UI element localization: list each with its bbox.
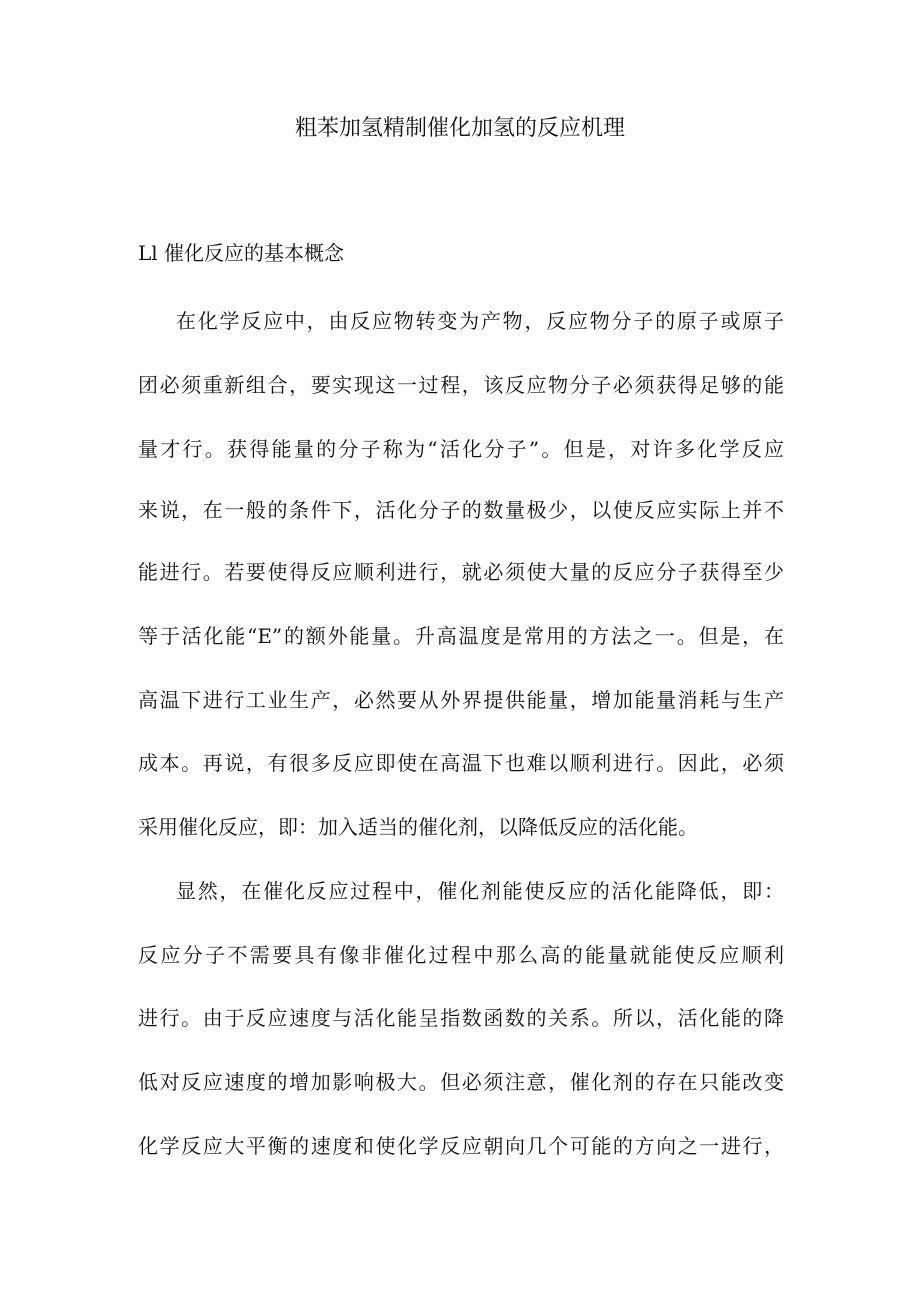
paragraph-line: 量才行。获得能量的分子称为“活化分子”。但是，对许多化学反应 xyxy=(138,437,784,461)
paragraph-line: 等于活化能“E”的额外能量。升高温度是常用的方法之一。但是，在 xyxy=(138,624,784,648)
paragraph-line: 进行。由于反应速度与活化能呈指数函数的关系。所以，活化能的降 xyxy=(138,1006,784,1030)
paragraph-line: 能进行。若要使得反应顺利进行，就必须使大量的反应分子获得至少 xyxy=(138,560,784,584)
document-title: 粗苯加氢精制催化加氢的反应机理 xyxy=(294,116,625,141)
paragraph-line: 团必须重新组合，要实现这一过程，该反应物分子必须获得足够的能 xyxy=(138,373,784,397)
paragraph-line: 显然，在催化反应过程中，催化剂能使反应的活化能降低，即： xyxy=(176,879,784,903)
paragraph-line: 来说，在一般的条件下，活化分子的数量极少，以使反应实际上并不 xyxy=(138,498,784,522)
paragraph-line: 在化学反应中，由反应物转变为产物，反应物分子的原子或原子 xyxy=(176,309,784,333)
paragraph-line: 反应分子不需要具有像非催化过程中那么高的能量就能使反应顺利 xyxy=(138,943,784,967)
section-heading: Ll 催化反应的基本概念 xyxy=(138,241,345,265)
paragraph-line: 高温下进行工业生产，必然要从外界提供能量，增加能量消耗与生产 xyxy=(138,688,784,712)
paragraph-line: 化学反应大平衡的速度和使化学反应朝向几个可能的方向之一进行， xyxy=(138,1134,784,1158)
paragraph-line: 成本。再说，有很多反应即使在高温下也难以顺利进行。因此，必须 xyxy=(138,751,784,775)
paragraph-line: 采用催化反应，即：加入适当的催化剂，以降低反应的活化能。 xyxy=(138,815,698,839)
paragraph-line: 低对反应速度的增加影响极大。但必须注意，催化剂的存在只能改变 xyxy=(138,1070,784,1094)
